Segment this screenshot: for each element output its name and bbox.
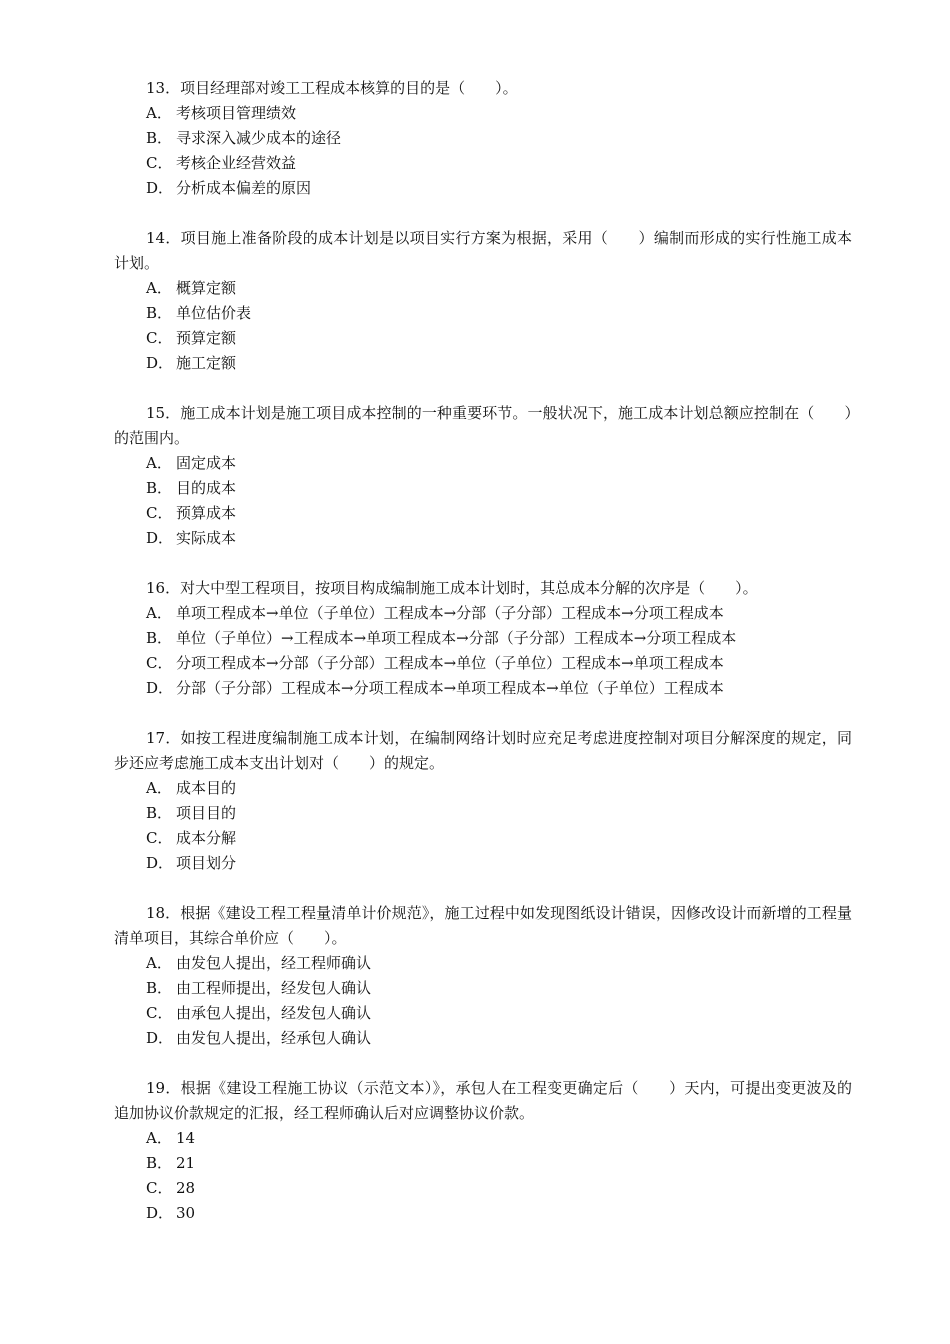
question-stem: 16．对大中型工程项目，按项目构成编制施工成本计划时，其总成本分解的次序是（ ）。 (146, 579, 758, 597)
option-text: 由承包人提出，经发包人确认 (176, 1004, 372, 1022)
option-c (114, 826, 852, 851)
option-c (114, 151, 852, 176)
option-letter: B． (146, 979, 173, 997)
option-b (114, 801, 852, 826)
option-letter: C． (146, 329, 173, 347)
option-text: 28 (176, 1179, 196, 1197)
option-a (114, 451, 852, 476)
option-b (114, 976, 852, 1001)
option-text: 预算定额 (176, 329, 237, 347)
question-stem: 14．项目施上准备阶段的成本计划是以项目实行方案为根据，采用（ ）编制而形成的实行性施工成本计划。 (114, 229, 852, 272)
option-a (114, 276, 852, 301)
option-text: 项目划分 (176, 854, 237, 872)
option-letter: D． (146, 529, 174, 547)
question-18 (114, 901, 852, 1051)
option-text: 由发包人提出，经工程师确认 (176, 954, 372, 972)
option-a (114, 951, 852, 976)
option-text: 分部（子分部）工程成本→分项工程成本→单项工程成本→单位（子单位）工程成本 (176, 679, 724, 697)
question-16 (114, 576, 852, 701)
option-b (114, 1151, 852, 1176)
option-text: 14 (176, 1129, 196, 1147)
question-stem: 19．根据《建设工程施工协议（示范文本）》，承包人在工程变更确定后（ ）天内，可提出变更波及的追加协议价款规定的汇报，经工程师确认后对应调整协议价款。 (114, 1079, 852, 1122)
question-stem: 17．如按工程进度编制施工成本计划，在编制网络计划时应充足考虑进度控制对项目分解深度的规定，同步还应考虑施工成本支出计划对（ ）的规定。 (114, 729, 852, 772)
option-letter: A． (146, 604, 172, 622)
option-text: 由工程师提出，经发包人确认 (176, 979, 372, 997)
question-stem: 13．项目经理部对竣工工程成本核算的目的是（ ）。 (146, 79, 518, 97)
option-text: 21 (176, 1154, 196, 1172)
option-letter: C． (146, 154, 173, 172)
option-letter: B． (146, 804, 173, 822)
option-text: 目的成本 (176, 479, 237, 497)
option-text: 实际成本 (176, 529, 237, 547)
document-page (114, 76, 852, 1251)
option-letter: C． (146, 829, 173, 847)
option-letter: B． (146, 629, 173, 647)
option-letter: C． (146, 504, 173, 522)
option-text: 成本目的 (176, 779, 237, 797)
option-b (114, 476, 852, 501)
option-text: 30 (176, 1204, 196, 1222)
option-text: 单位估价表 (176, 304, 252, 322)
option-d (114, 526, 852, 551)
option-text: 项目目的 (176, 804, 237, 822)
option-letter: A． (146, 279, 172, 297)
option-letter: D． (146, 354, 174, 372)
question-19 (114, 1076, 852, 1226)
option-text: 考核企业经营效益 (176, 154, 297, 172)
option-b (114, 626, 852, 651)
option-d (114, 351, 852, 376)
option-c (114, 501, 852, 526)
option-a (114, 101, 852, 126)
option-a (114, 601, 852, 626)
option-a (114, 776, 852, 801)
option-c (114, 1001, 852, 1026)
question-stem: 18．根据《建设工程工程量清单计价规范》，施工过程中如发现图纸设计错误，因修改设计而新增的工程量清单项目，其综合单价应（ ）。 (114, 904, 852, 947)
option-letter: B． (146, 304, 173, 322)
option-text: 单位（子单位）→工程成本→单项工程成本→分部（子分部）工程成本→分项工程成本 (176, 629, 737, 647)
option-text: 固定成本 (176, 454, 237, 472)
option-b (114, 126, 852, 151)
option-c (114, 326, 852, 351)
question-14 (114, 226, 852, 376)
option-letter: D． (146, 179, 174, 197)
option-c (114, 1176, 852, 1201)
option-letter: D． (146, 679, 174, 697)
option-c (114, 651, 852, 676)
option-d (114, 851, 852, 876)
option-letter: D． (146, 854, 174, 872)
option-text: 施工定额 (176, 354, 237, 372)
option-letter: A． (146, 1129, 172, 1147)
question-17 (114, 726, 852, 876)
option-d (114, 176, 852, 201)
option-text: 寻求深入减少成本的途径 (176, 129, 342, 147)
question-13 (114, 76, 852, 201)
option-text: 由发包人提出，经承包人确认 (176, 1029, 372, 1047)
option-letter: D． (146, 1029, 174, 1047)
option-text: 预算成本 (176, 504, 237, 522)
option-letter: A． (146, 454, 172, 472)
option-letter: D． (146, 1204, 174, 1222)
option-text: 分析成本偏差的原因 (176, 179, 312, 197)
option-letter: A． (146, 104, 172, 122)
option-text: 分项工程成本→分部（子分部）工程成本→单位（子单位）工程成本→单项工程成本 (176, 654, 724, 672)
option-text: 考核项目管理绩效 (176, 104, 297, 122)
option-text: 单项工程成本→单位（子单位）工程成本→分部（子分部）工程成本→分项工程成本 (176, 604, 724, 622)
option-a (114, 1126, 852, 1151)
option-letter: B． (146, 1154, 173, 1172)
option-letter: C． (146, 1179, 173, 1197)
option-d (114, 676, 852, 701)
option-letter: C． (146, 654, 173, 672)
question-15 (114, 401, 852, 551)
option-text: 概算定额 (176, 279, 237, 297)
option-letter: C． (146, 1004, 173, 1022)
option-letter: A． (146, 779, 172, 797)
option-d (114, 1026, 852, 1051)
option-letter: A． (146, 954, 172, 972)
option-text: 成本分解 (176, 829, 237, 847)
option-letter: B． (146, 129, 173, 147)
option-b (114, 301, 852, 326)
question-stem: 15．施工成本计划是施工项目成本控制的一种重要环节。一般状况下，施工成本计划总额应控制在（ ）的范围内。 (114, 404, 852, 447)
option-d (114, 1201, 852, 1226)
option-letter: B． (146, 479, 173, 497)
